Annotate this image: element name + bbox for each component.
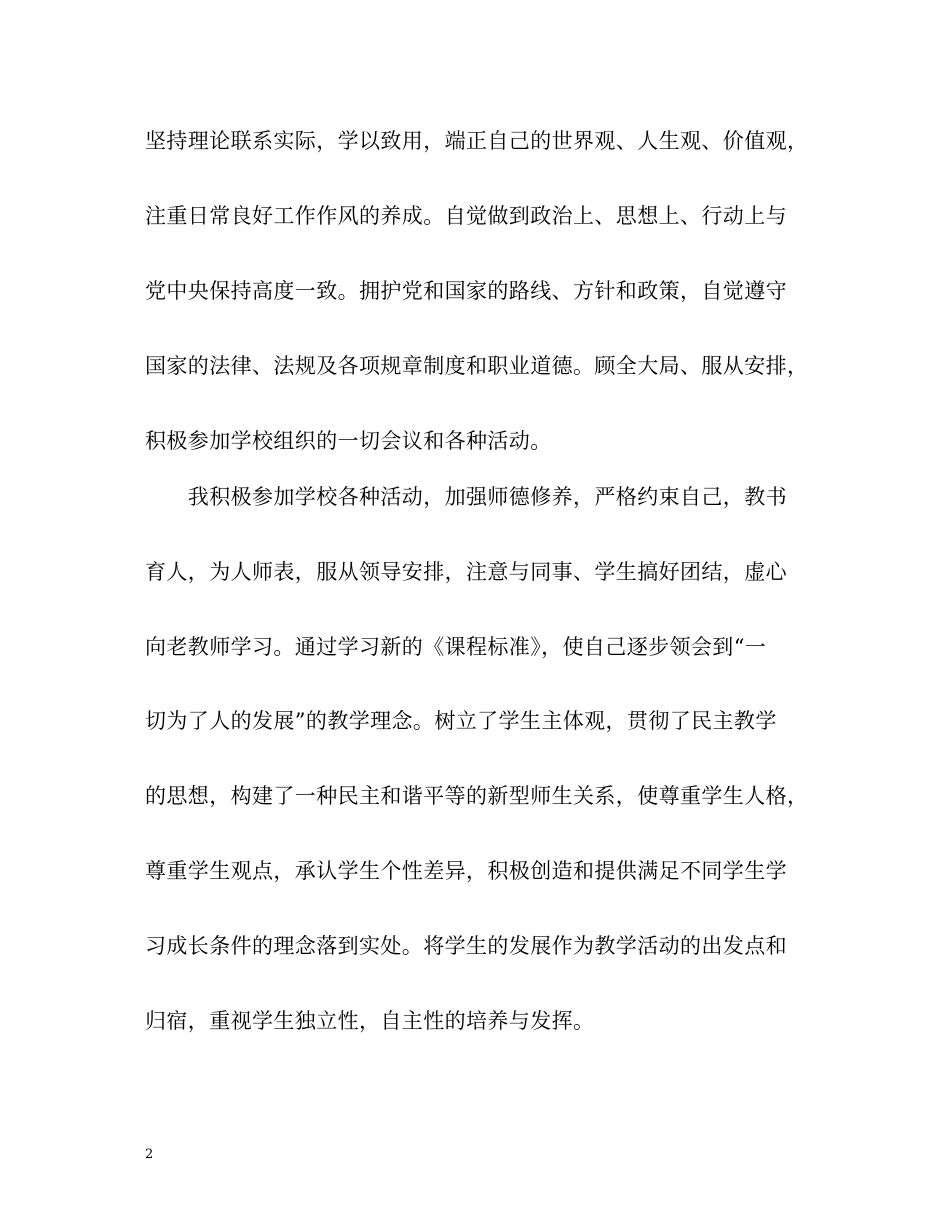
body-text-line: 国家的法律、法规及各项规章制度和职业道德。顾全大局、服从安排， [145, 354, 809, 378]
body-text-line: 尊重学生观点，承认学生个性差异，积极创造和提供满足不同学生学 [145, 859, 787, 883]
body-text-line: 育人，为人师表，服从领导安排，注意与同事、学生搞好团结，虚心 [145, 560, 787, 584]
body-text-line: 我积极参加学校各种活动，加强师德修养，严格约束自己，教书 [145, 485, 787, 509]
body-text-line: 习成长条件的理念落到实处。将学生的发展作为教学活动的出发点和 [145, 934, 787, 958]
body-text-line: 切为了人的发展”的教学理念。树立了学生主体观，贯彻了民主教学 [145, 709, 777, 733]
page-number: 2 [145, 1147, 154, 1162]
body-text-line: 归宿，重视学生独立性，自主性的培养与发挥。 [145, 1009, 595, 1033]
body-text-line: 积极参加学校组织的一切会议和各种活动。 [145, 429, 552, 453]
body-text-line: 坚持理论联系实际，学以致用，端正自己的世界观、人生观、价值观， [145, 129, 809, 153]
body-text-line: 向老教师学习。通过学习新的《课程标准》，使自己逐步领会到“一 [145, 635, 767, 659]
body-text-line: 的思想，构建了一种民主和谐平等的新型师生关系，使尊重学生人格， [145, 784, 809, 808]
body-text-line: 注重日常良好工作作风的养成。自觉做到政治上、思想上、行动上与 [145, 204, 787, 228]
body-text-line: 党中央保持高度一致。拥护党和国家的路线、方针和政策，自觉遵守 [145, 279, 787, 303]
